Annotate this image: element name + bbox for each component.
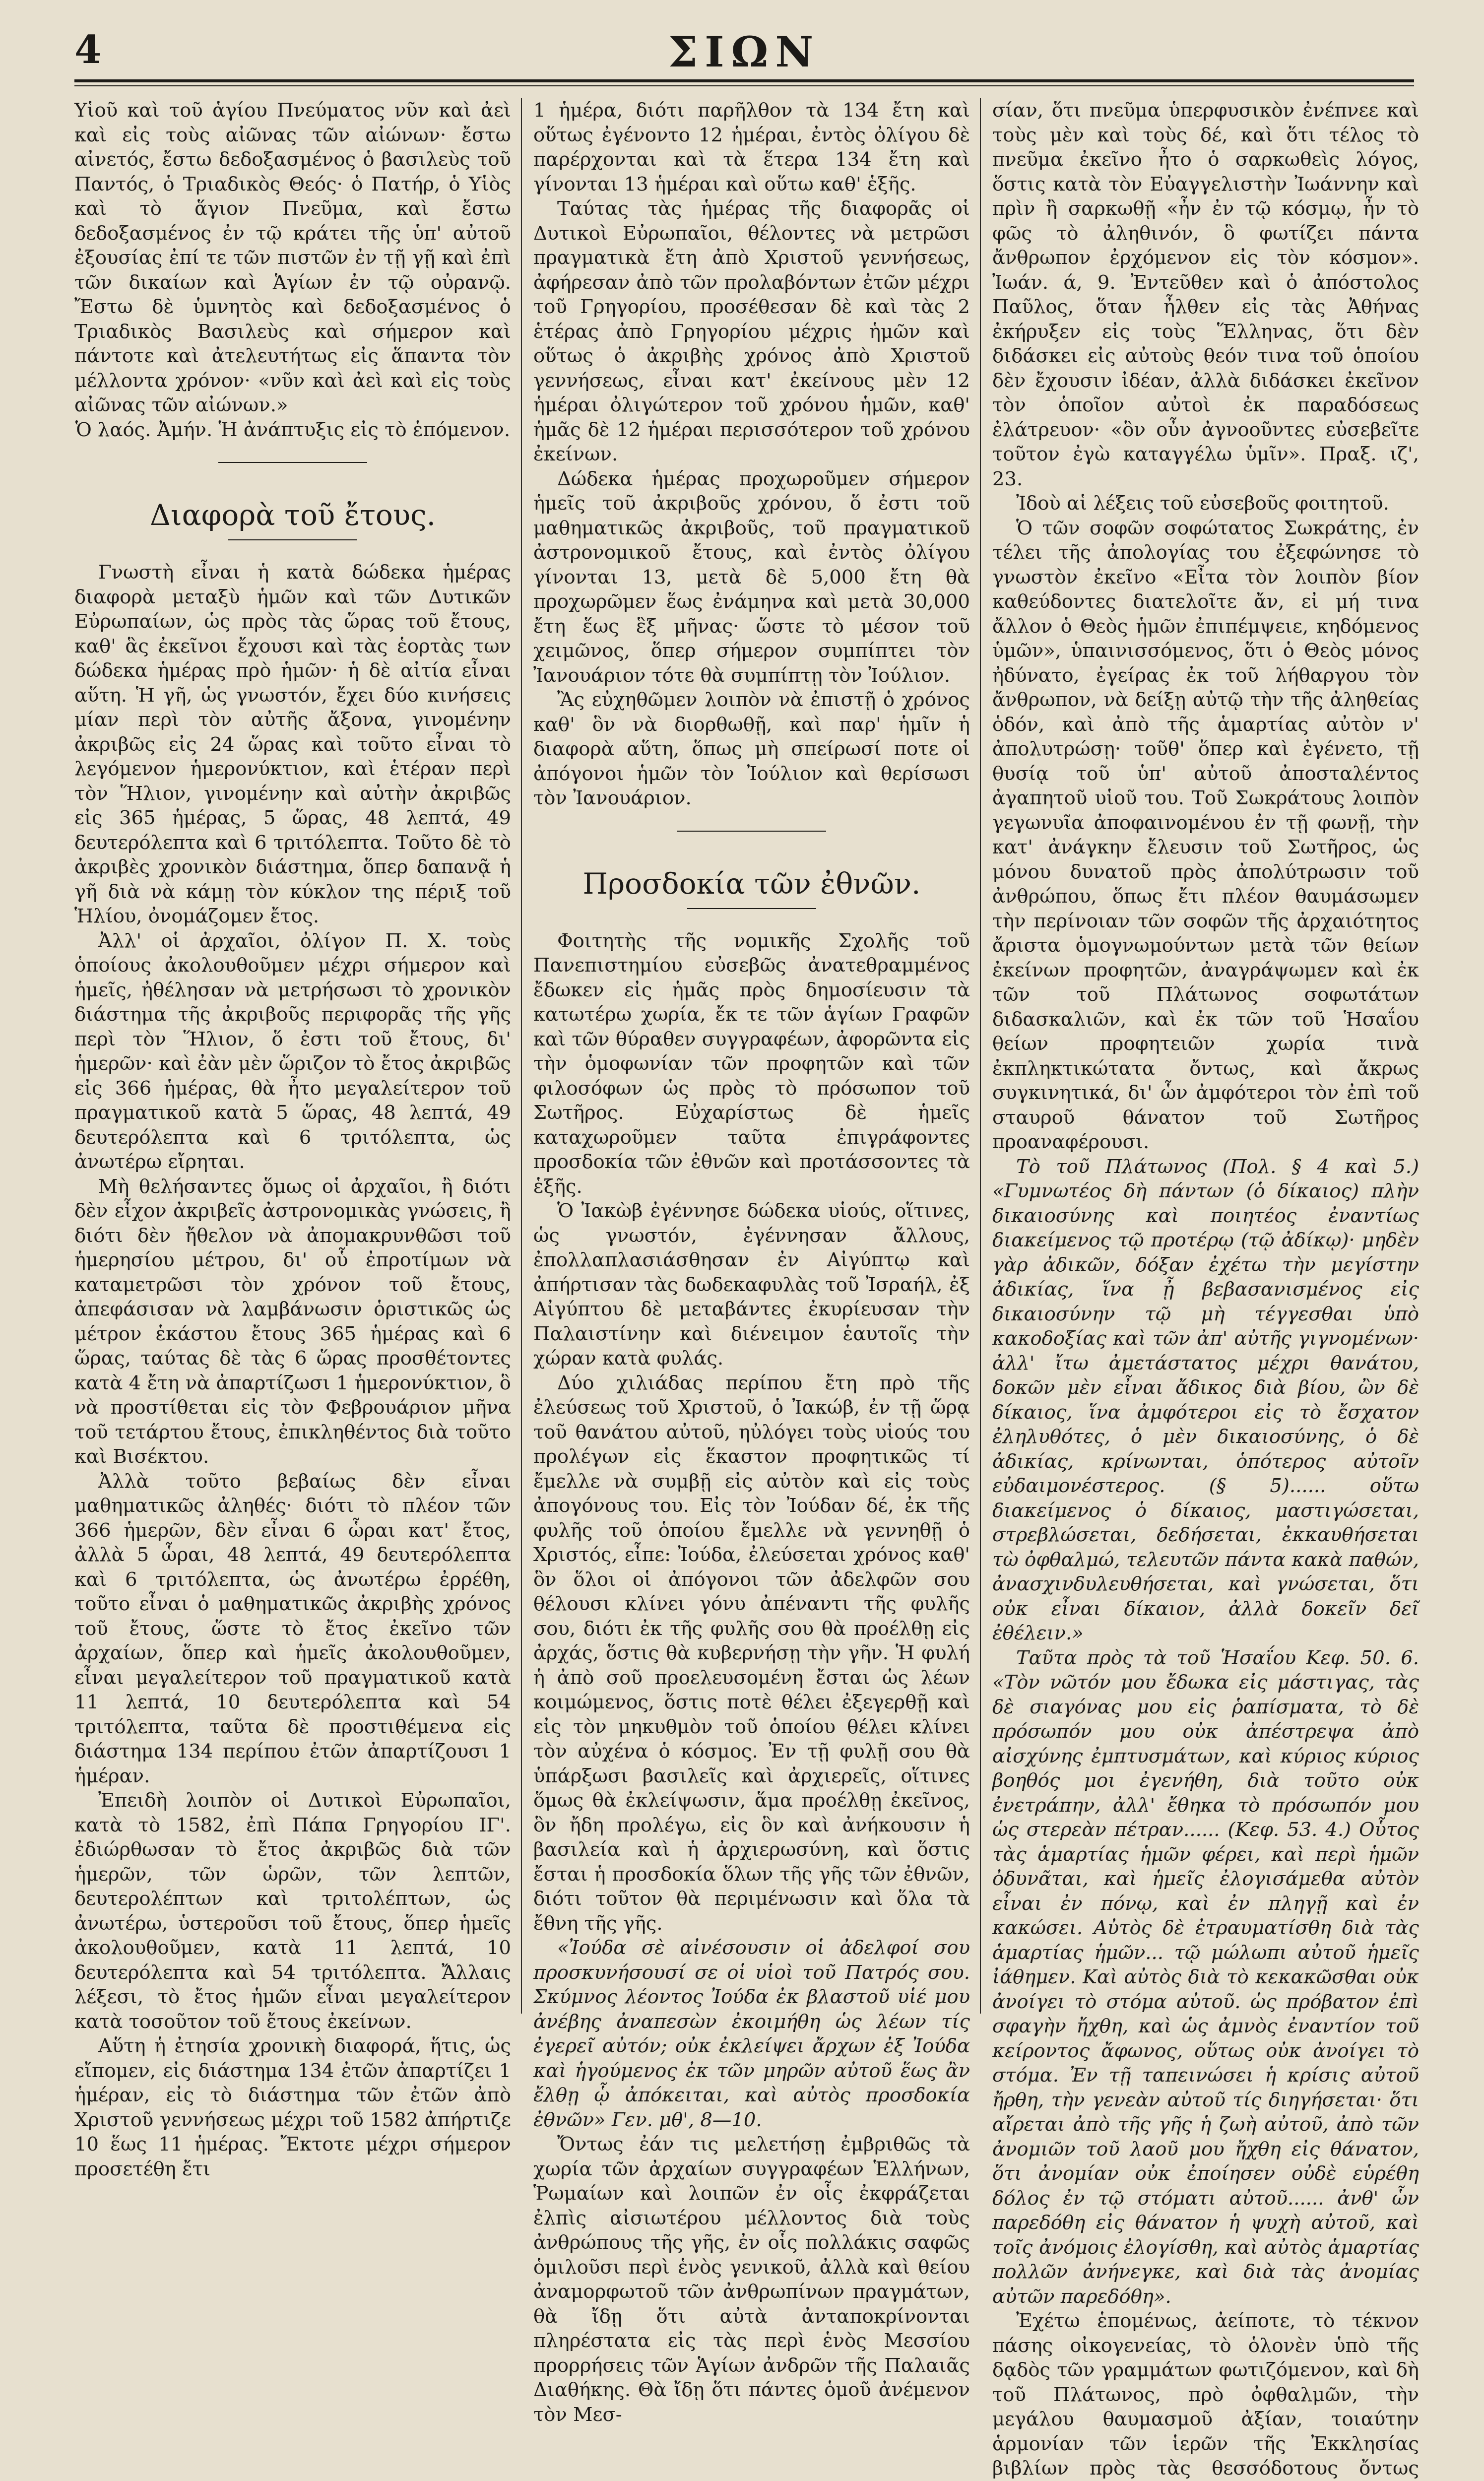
column-divider-1 <box>521 98 522 2014</box>
paragraph: Ἰδοὺ αἱ λέξεις τοῦ εὐσεβοῦς φοιτητοῦ. <box>1016 492 1389 515</box>
page-number: 4 <box>74 27 102 72</box>
column-3 <box>992 98 1419 2480</box>
article-title-year-difference: Διαφορὰ τοῦ ἔτους. <box>149 498 436 532</box>
quotation-isaiah: Ταῦτα πρὸς τὰ τοῦ Ἡσαΐου Κεφ. 50. 6. «Τὸν νῶτόν μου ἔδωκα εἰς μάστιγας, τὰς δὲ σιαγόνας μου εἰς ῥαπίσματα, τὸ δὲ πρόσωπόν μου οὐκ ἀπέστρεψα ἀπὸ αἰσχύνης ἐμπτυσμάτων, καὶ κύριος κύριος βοηθός μοι ἐγενήθη, διὰ τοῦτο οὐκ ἐνετράπην, ἀλλ' ἔθηκα τὸ πρόσωπόν μου ὡς στερεὰν πέτραν...... (Κεφ. 53. 4.) Οὗτος τὰς ἁμαρτίας ἡμῶν φέρει, καὶ περὶ ἡμῶν ὀδυνᾶται, καὶ ἡμεῖς ἐλογισάμεθα αὐτὸν εἶναι ἐν πόνῳ, καὶ ἐν πληγῇ καὶ ἐν κακώσει. Αὐτὸς δὲ ἐτραυματίσθη διὰ τὰς ἁμαρτίας ἡμῶν... τῷ μώλωπι αὐτοῦ ἡμεῖς ἰάθημεν. Καὶ αὐτὸς διὰ τὸ κεκακῶσθαι οὐκ ἀνοίγει τὸ στόμα αὐτοῦ. ὡς πρόβατον ἐπὶ σφαγὴν ἤχθη, καὶ ὡς ἀμνὸς ἐναντίον τοῦ κείροντος ἄφωνος, οὕτως οὐκ ἀνοίγει τὸ στόμα. Ἐν τῇ ταπεινώσει ἡ κρίσις αὐτοῦ ἤρθη, τὴν γενεὰν αὐτοῦ τίς διηγήσεται· ὅτι αἴρεται ἀπὸ τῆς γῆς ἡ ζωὴ αὐτοῦ, ἀπὸ τῶν ἀνομιῶν τοῦ λαοῦ μου ἤχθη εἰς θάνατον, ὅτι ἀνομίαν οὐκ ἐποίησεν οὐδὲ εὑρέθη δόλος ἐν τῷ στόματι αὐτοῦ...... ἀνθ' ὧν παρεδόθη εἰς θάνατον ἡ ψυχὴ αὐτοῦ, καὶ τοῖς ἀνόμοις ἐλογίσθη, καὶ αὐτὸς ἁμαρτίας πολλῶν ἀνήνεγκε, καὶ διὰ τὰς ἀνομίας αὐτῶν παρεδόθη». <box>992 1646 1419 2308</box>
paragraph: Ἀλλὰ τοῦτο βεβαίως δὲν εἶναι μαθηματικῶς ἀληθές· διότι τὸ πλέον τῶν 366 ἡμερῶν, δὲν εἶναι 6 ὧραι κατ' ἔτος, ἀλλὰ 5 ὧραι, 48 λεπτά, 49 δευτερόλεπτα καὶ 6 τριτόλεπτα, ὡς ἀνωτέρω ἐρρέθη, τοῦτο εἶναι ὁ μαθηματικῶς ἀκριβὴς χρόνος τοῦ ἔτους, ὥστε τὸ ἔτος ἐκεῖνο τῶν ἀρχαίων, ὅπερ καὶ ἡμεῖς ἀκολουθοῦμεν, εἶναι μεγαλείτερον τοῦ πραγματικοῦ κατὰ 11 λεπτά, 10 δευτερόλεπτα καὶ 54 τριτόλεπτα, ταῦτα δὲ προστιθέμενα εἰς διάστημα 134 περίπου ἐτῶν ἀπαρτίζουσι 1 ἡμέραν. <box>74 1470 511 1787</box>
header-rule-thick <box>74 79 1414 82</box>
paragraph: Ταύτας τὰς ἡμέρας τῆς διαφορᾶς οἱ Δυτικοὶ Εὐρωπαῖοι, θέλοντες νὰ μετρῶσι πραγματικὰ ἔτη ἀπὸ Χριστοῦ γεννήσεως, ἀφήρεσαν ἀπὸ τῶν προλαβόντων ἐτῶν μέχρι τοῦ Γρηγορίου, προσέθεσαν δὲ καὶ τὰς 2 ἑτέρας ἀπὸ Γρηγορίου μέχρις ἡμῶν καὶ οὕτως ὁ ἀκριβὴς χρόνος ἀπὸ Χριστοῦ γεννήσεως, εἶναι κατ' ἐκείνους μὲν 12 ἡμέραι ὀλιγώτερον τοῦ χρόνου ἡμῶν, καθ' ἡμᾶς δὲ 12 ἡμέραι περισσότερον τοῦ χρόνου ἐκείνων. <box>533 197 970 465</box>
article-separator <box>677 831 826 832</box>
paragraph-continued: Υἱοῦ καὶ τοῦ ἁγίου Πνεύματος νῦν καὶ ἀεὶ καὶ εἰς τοὺς αἰῶνας τῶν αἰώνων· ἔστω αἰνετός, ἔστω δεδοξασμένος ὁ βασιλεὺς τοῦ Παντός, ὁ Τριαδικὸς Θεός· ὁ Πατήρ, ὁ Υἱὸς καὶ τὸ ἅγιον Πνεῦμα, καὶ ἔστω δεδοξασμένος ἐν τῷ κράτει τῆς ὑπ' αὐτοῦ ἐξουσίας ἐπί τε τῶν πιστῶν ἐν τῇ γῇ καὶ ἐπὶ τῶν δικαίων καὶ Ἁγίων ἐν τῷ οὐρανῷ. Ἔστω δὲ ὑμνητὸς καὶ δεδοξασμένος ὁ Τριαδικὸς Βασιλεὺς καὶ σήμερον καὶ πάντοτε καὶ ἀτελευτήτως εἰς ἅπαντα τὸν μέλλοντα χρόνον· «νῦν καὶ ἀεὶ καὶ εἰς τοὺς αἰῶνας τῶν αἰώνων.» <box>74 99 511 416</box>
paragraph: Ἀλλ' οἱ ἀρχαῖοι, ὀλίγον Π. Χ. τοὺς ὁποίους ἀκολουθοῦμεν μέχρι σήμερον καὶ ἡμεῖς, ἠθέλησαν νὰ μετρήσωσι τὸ χρονικὸν διάστημα τῆς ἀκριβοῦς περιφορᾶς τῆς γῆς περὶ τὸν Ἥλιον, ὅ ἐστι τοῦ ἔτους, δι' ἡμερῶν· καὶ ἐὰν μὲν ὥριζον τὸ ἔτος ἀκριβῶς εἰς 366 ἡμέρας, θὰ ἦτο μεγαλείτερον τοῦ πραγματικοῦ κατὰ 5 ὥρας, 48 λεπτά, 49 δευτερόλεπτα καὶ 6 τριτόλεπτα, ὡς ἀνωτέρω εἴρηται. <box>74 929 511 1173</box>
paragraph-continued: 1 ἡμέρα, διότι παρῆλθον τὰ 134 ἔτη καὶ οὕτως ἐγένοντο 12 ἡμέραι, ἐντὸς ὀλίγου δὲ παρέρχονται καὶ τὰ ἕτερα 134 ἔτη καὶ γίνονται 13 ἡμέραι καὶ οὕτω καθ' ἑξῆς. <box>533 99 970 196</box>
column-divider-2 <box>980 98 981 2014</box>
header-rule-thin <box>74 85 1414 86</box>
paragraph: Μὴ θελήσαντες ὅμως οἱ ἀρχαῖοι, ἢ διότι δὲν εἶχον ἀκριβεῖς ἀστρονομικὰς γνώσεις, ἢ διότι δὲν ἤθελον νὰ ἀπομακρυνθῶσι τοῦ ἡμερησίου μέτρου, δι' οὗ ἐπροτίμων νὰ καταμετρῶσι τὸν χρόνον τοῦ ἔτους, ἀπεφάσισαν νὰ λαμβάνωσιν ὁριστικῶς ὡς μέτρον ἑκάστου ἔτους 365 ἡμέρας καὶ 6 ὥρας, ταύτας δὲ τὰς 6 ὥρας προσθέτοντες κατὰ 4 ἔτη νὰ ἀπαρτίζωσι 1 ἡμερονύκτιον, ὃ νὰ προστίθεται εἰς τὸν Φεβρουάριον μῆνα τοῦ τετάρτου ἔτους, ἐπικληθέντος διὰ τοῦτο καὶ Βισέκτου. <box>74 1175 511 1468</box>
paragraph: Αὕτη ἡ ἐτησία χρονικὴ διαφορά, ἥτις, ὡς εἴπομεν, εἰς διάστημα 134 ἐτῶν ἀπαρτίζει 1 ἡμέραν, εἰς τὸ διάστημα τῶν ἐτῶν ἀπὸ Χριστοῦ γεννήσεως μέχρι τοῦ 1582 ἀπήρτιζε 10 ἕως 11 ἡμέρας. Ἔκτοτε μέχρι σήμερον προσετέθη ἔτι <box>74 2035 511 2180</box>
article-separator <box>218 462 367 463</box>
paragraph: Δύο χιλιάδας περίπου ἔτη πρὸ τῆς ἐλεύσεως τοῦ Χριστοῦ, ὁ Ἰακώβ, ἐν τῇ ὥρᾳ τοῦ θανάτου αὐτοῦ, ηὐλόγει τοὺς υἱούς του προλέγων εἰς ἕκαστον προφητικῶς τί ἔμελλε νὰ συμβῇ εἰς αὐτὸν καὶ εἰς τοὺς ἀπογόνους του. Εἰς τὸν Ἰούδαν δέ, ἐκ τῆς φυλῆς τοῦ ὁποίου ἔμελλε νὰ γεννηθῇ ὁ Χριστός, εἶπε: Ἰούδα, ἐλεύσεται χρόνος καθ' ὃν ὅλοι οἱ ἀπόγονοι τῶν ἀδελφῶν σου θέλουσι κλίνει γόνυ ἀπέναντι τῆς φυλῆς σου, διότι ἐκ τῆς φυλῆς σου θὰ προέλθῃ εἰς ἀρχάς, ὅστις θὰ κυβερνήσῃ τὴν γῆν. Ἡ φυλή ἡ ἀπὸ σοῦ προελευσομένη ἔσται ὡς λέων κοιμώμενος, ὅστις ποτὲ θέλει ἐξεγερθῇ καὶ εἰς τὸν μηκυθμὸν τοῦ ὁποίου θέλει κλίνει τὸν αὐχένα ὁ κόσμος. Ἐν τῇ φυλῇ σου θὰ ὑπάρξωσι βασιλεῖς καὶ ἀρχιερεῖς, οἵτινες ὅμως θὰ ἐκλείψωσιν, ἅμα προέλθῃ ἐκεῖνος, ὃν ἤδη προλέγω, εἰς ὃν καὶ ἀνήκουσιν ἡ βασιλεία καὶ ἡ ἀρχιερωσύνη, καὶ ὅστις ἔσται ἡ προσδοκία ὅλων τῆς γῆς τῶν ἐθνῶν, διότι τοῦτον θὰ περιμένωσιν καὶ ὅλα τὰ ἔθνη τῆς γῆς. <box>533 1371 970 1935</box>
paragraph: Ὄντως ἐάν τις μελετήσῃ ἐμβριθῶς τὰ χωρία τῶν ἀρχαίων συγγραφέων Ἑλλήνων, Ῥωμαίων καὶ λοιπῶν ἐν οἷς ἐκφράζεται ἐλπὶς αἰσιωτέρου μέλλοντος διὰ τοὺς ἀνθρώπους τῆς γῆς, ἐν οἷς πολλάκις σαφῶς ὁμιλοῦσι περὶ ἑνὸς γενικοῦ, ἀλλὰ καὶ θείου ἀναμορφωτοῦ τῶν ἀνθρωπίνων πραγμάτων, θὰ ἴδῃ ὅτι αὐτὰ ἀνταποκρίνονται πληρέστατα εἰς τὰς περὶ ἑνὸς Μεσσίου προρρήσεις τῶν Ἁγίων ἀνδρῶν τῆς Παλαιᾶς Διαθήκης. Θὰ ἴδῃ ὅτι πάντες ὁμοῦ ἀνέμενον τὸν Μεσ- <box>533 2133 970 2426</box>
paragraph: Ὁ Ἰακὼβ ἐγέννησε δώδεκα υἱούς, οἵτινες, ὡς γνωστόν, ἐγέννησαν ἄλλους, ἐπολλαπλασιάσθησαν ἐν Αἰγύπτῳ καὶ ἀπήρτισαν τὰς δωδεκαφυλὰς τοῦ Ἰσραήλ, ἐξ Αἰγύπτου δὲ μεταβάντες ἐκυρίευσαν τὴν Παλαιστίνην καὶ διένειμον ἑαυτοῖς τὴν χώραν κατὰ φυλάς. <box>533 1200 970 1370</box>
paragraph: Ὁ τῶν σοφῶν σοφώτατος Σωκράτης, ἐν τέλει τῆς ἀπολογίας του ἐξεφώνησε τὸ γνωστὸν ἐκεῖνο «Εἶτα τὸν λοιπὸν βίον καθεύδοντες διατελοῖτε ἄν, εἰ μή τινα ἄλλον ὁ Θεὸς ἡμῶν ἐπιπέμψειε, κηδόμενος ὑμῶν», ὑπαινισσόμενος, ὅτι ὁ Θεὸς μόνος ἠδύνατο, ἐγείρας ἐκ τοῦ λήθαργου τὸν ἄνθρωπον, νὰ δείξῃ αὐτῷ τὴν τῆς ἀληθείας ὁδόν, καὶ ἀπὸ τῆς ἁμαρτίας αὐτὸν ν' ἀπολυτρώσῃ· τοῦθ' ὅπερ καὶ ἐγένετο, τῇ θυσίᾳ τοῦ ὑπ' αὐτοῦ ἀποσταλέντος ἀγαπητοῦ υἱοῦ του. Τοῦ Σωκράτους λοιπὸν γεγωνυῖα ἀποφαινομένου ἐν τῇ φωνῇ, τὴν κατ' ἀνάγκην ἔλευσιν τοῦ Σωτῆρος, ὡς μόνου δυνατοῦ πρὸς ἀπολύτρωσιν τοῦ ἀνθρώπου, ὅπως ἔτι πλέον θαυμάσωμεν τὴν περίνοιαν τῶν σοφῶν τῆς ἀρχαιότητος ἄριστα ὁμογνωμούντων μετὰ τῶν θείων ἐκείνων προφητῶν, ἀναγράψωμεν καὶ ἐκ τῶν τοῦ Πλάτωνος σοφωτάτων διδασκαλιῶν, καὶ ἐκ τῶν τοῦ Ἡσαΐου θείων προφητειῶν χωρία τινὰ ἐκπληκτικώτατα ὄντως, καὶ ἄκρως συγκινητικά, δι' ὧν ἀμφότεροι τὸν ἐπὶ τοῦ σταυροῦ θάνατον τοῦ Σωτῆρος προαναφέρουσι. <box>992 517 1419 1153</box>
page-header <box>74 27 1414 82</box>
paragraph-closing: Ὁ λαός. Ἀμήν. Ἡ ἀνάπτυξις εἰς τὸ ἑπόμενον. <box>75 418 511 441</box>
paragraph: Δώδεκα ἡμέρας προχωροῦμεν σήμερον ἡμεῖς τοῦ ἀκριβοῦς χρόνου, ὅ ἐστι τοῦ μαθηματικῶς ἀκριβοῦς, τοῦ πραγματικοῦ ἀστρονομικοῦ ἔτους, καὶ ἐντὸς ὀλίγου γίνονται 13, μετὰ δὲ 5,000 ἔτη θὰ προχωρῶμεν ἕως ἐνάμηνα καὶ μετὰ 30,000 ἔτη ἕως ἓξ μῆνας· ὥστε τὸ μέσον τοῦ χειμῶνος, ὅπερ σήμερον συμπίπτει τὸν Ἰανουάριον τότε θὰ συμπίπτῃ τὸν Ἰούλιον. <box>533 467 970 687</box>
paragraph: Φοιτητὴς τῆς νομικῆς Σχολῆς τοῦ Πανεπιστημίου εὐσεβῶς ἀνατεθραμμένος ἔδωκεν εἰς ἡμᾶς πρὸς δημοσίευσιν τὰ κατωτέρω χωρία, ἔκ τε τῶν ἁγίων Γραφῶν καὶ τῶν θύραθεν συγγραφέων, ἀφορῶντα εἰς τὴν ὁμοφωνίαν τῶν προφητῶν καὶ τῶν φιλοσόφων ὡς πρὸς τὸ πρόσωπον τοῦ Σωτῆρος. Εὐχαρίστως δὲ ἡμεῖς καταχωροῦμεν ταῦτα ἐπιγράφοντες προσδοκία τῶν ἐθνῶν καὶ προτάσσοντες τὰ ἑξῆς. <box>533 929 970 1198</box>
column-2 <box>533 98 970 2426</box>
title-rule <box>687 908 816 909</box>
title-rule <box>228 539 357 540</box>
paragraph: Ἐπειδὴ λοιπὸν οἱ Δυτικοὶ Εὐρωπαῖοι, κατὰ τὸ 1582, ἐπὶ Πάπα Γρηγορίου ΙΓ'. ἐδιώρθωσαν τὸ ἔτος ἀκριβῶς διὰ τῶν ἡμερῶν, τῶν ὡρῶν, τῶν λεπτῶν, δευτερολέπτων καὶ τριτολέπτων, ὡς ἀνωτέρω, ὑστεροῦσι τοῦ ἔτους, ὅπερ ἡμεῖς ἀκολουθοῦμεν, κατὰ 11 λεπτά, 10 δευτερόλεπτα καὶ 54 τριτόλεπτα. Ἄλλαις λέξεσι, τὸ ἔτος ἡμῶν εἶναι μεγαλείτερον κατὰ τοσοῦτον τοῦ ἔτους ἐκείνων. <box>74 1789 511 2033</box>
paragraph: Γνωστὴ εἶναι ἡ κατὰ δώδεκα ἡμέρας διαφορὰ μεταξὺ ἡμῶν καὶ τῶν Δυτικῶν Εὐρωπαίων, ὡς πρὸς τὰς ὥρας τοῦ ἔτους, καθ' ἃς ἐκεῖνοι ἔχουσι καὶ τὰς ἑορτὰς των δώδεκα ἡμέρας πρὸ ἡμῶν· ἡ δὲ αἰτία εἶναι αὕτη. Ἡ γῆ, ὡς γνωστόν, ἔχει δύο κινήσεις μίαν περὶ τὸν αὐτῆς ἄξονα, γινομένην ἀκριβῶς εἰς 24 ὥρας καὶ τοῦτο εἶναι τὸ λεγόμενον ἡμερονύκτιον, καὶ ἑτέραν περὶ τὸν Ἥλιον, γινομένην καὶ αὐτὴν ἀκριβῶς εἰς 365 ἡμέρας, 5 ὥρας, 48 λεπτά, 49 δευτερόλεπτα καὶ 6 τριτόλεπτα. Τοῦτο δὲ τὸ ἀκριβὲς χρονικὸν διάστημα, ὅπερ δαπανᾷ ἡ γῆ διὰ νὰ κάμῃ τὸν κύκλον της πέριξ τοῦ Ἡλίου, ὀνομάζομεν ἔτος. <box>74 561 511 927</box>
paragraph: Ἐχέτω ἑπομένως, ἀείποτε, τὸ τέκνον πάσης οἰκογενείας, τὸ ὁλονὲν ὑπὸ τῆς δᾳδὸς τῶν γραμμάτων φωτιζόμενον, καὶ δὴ τοῦ Πλάτωνος, πρὸ ὀφθαλμῶν, τὴν μεγάλου θαυμασμοῦ ἀξίαν, τοιαύτην ἁρμονίαν τῶν ἱερῶν τῆς Ἐκκλησίας βιβλίων πρὸς τὰς θεσσόδοτους ὄντως <box>992 2310 1419 2480</box>
newspaper-title: ΣΙΩΝ <box>668 27 821 76</box>
quotation-plato: Τὸ τοῦ Πλάτωνος (Πολ. § 4 καὶ 5.) «Γυμνωτέος δὴ πάντων (ὁ δίκαιος) πλὴν δικαιοσύνης καὶ ποιητέος ἐναντίως διακείμενος τῷ προτέρῳ (τῷ ἀδίκῳ)· μηδὲν γὰρ ἀδικῶν, δόξαν ἐχέτω τὴν μεγίστην ἀδικίας, ἵνα ᾖ βεβασανισμένος εἰς δικαιοσύνην τῷ μὴ τέγγεσθαι ὑπὸ κακοδοξίας καὶ τῶν ἀπ' αὐτῆς γιγνομένων· ἀλλ' ἴτω ἀμετάστατος μέχρι θανάτου, δοκῶν μὲν εἶναι ἄδικος διὰ βίου, ὢν δὲ δίκαιος, ἵνα ἀμφότεροι εἰς τὸ ἔσχατον ἐληλυθότες, ὁ μὲν δικαιοσύνης, ὁ δὲ ἀδικίας, κρίνωνται, ὁπότερος αὐτοῖν εὐδαιμονέστερος. (§ 5)...... οὕτω διακείμενος ὁ δίκαιος, μαστιγώσεται, στρεβλώσεται, δεδήσεται, ἐκκαυθήσεται τὼ ὀφθαλμώ, τελευτῶν πάντα κακὰ παθών, ἀνασχινδυλευθήσεται, καὶ γνώσεται, ὅτι οὐκ εἶναι δίκαιον, ἀλλὰ δοκεῖν δεῖ ἐθέλειν.» <box>992 1155 1419 1644</box>
quotation-genesis: «Ἰούδα σὲ αἰνέσουσιν οἱ ἀδελφοί σου προσκυνήσουσί σε οἱ υἱοὶ τοῦ Πατρός σου. Σκύμνος λέοντος Ἰούδα ἐκ βλαστοῦ υἱέ μου ἀνέβης ἀναπεσὼν ἐκοιμήθη ὡς λέων τίς ἐγερεῖ αὐτόν; οὐκ ἐκλείψει ἄρχων ἐξ Ἰούδα καὶ ἡγούμενος ἐκ τῶν μηρῶν αὐτοῦ ἕως ἂν ἔλθῃ ᾧ ἀπόκειται, καὶ αὐτὸς προσδοκία ἐθνῶν» Γεν. μθ', 8—10. <box>533 1937 970 2131</box>
paragraph-continued: σίαν, ὅτι πνεῦμα ὑπερφυσικὸν ἐνέπνεε καὶ τοὺς μὲν καὶ τοὺς δέ, καὶ ὅτι τέλος τὸ πνεῦμα ἐκεῖνο ἦτο ὁ σαρκωθεὶς λόγος, ὅστις κατὰ τὸν Εὐαγγελιστὴν Ἰωάννην καὶ πρὶν ἢ σαρκωθῇ «ἦν ἐν τῷ κόσμῳ, ἦν τὸ φῶς τὸ ἀληθινόν, ὃ φωτίζει πάντα ἄνθρωπον ἐρχόμενον εἰς τὸν κόσμον». Ἰωάν. ά, 9. Ἐντεῦθεν καὶ ὁ ἀπόστολος Παῦλος, ὅταν ἦλθεν εἰς τὰς Ἀθήνας ἐκήρυξεν εἰς τοὺς Ἕλληνας, ὅτι δὲν διδάσκει εἰς αὐτοὺς θεόν τινα τοῦ ὁποίου δὲν ἔχουσιν ἰδέαν, ἀλλὰ διδάσκει ἐκεῖνον τὸν ὁποῖον αὐτοὶ ἐκ παραδόσεως ἐλάτρευον· «ὃν οὖν ἀγνοοῦντες εὐσεβεῖτε τοῦτον ἐγὼ καταγγέλω ὑμῖν». Πραξ. ιζ', 23. <box>992 99 1419 490</box>
column-1 <box>74 98 511 2180</box>
article-title-expectation-of-nations: Προσδοκία τῶν ἐθνῶν. <box>582 866 921 901</box>
paragraph: Ἂς εὐχηθῶμεν λοιπὸν νὰ ἐπιστῇ ὁ χρόνος καθ' ὃν νὰ διορθωθῇ, καὶ παρ' ἡμῖν ἡ διαφορὰ αὕτη, ὅπως μὴ σπείρωσί ποτε οἱ ἀπόγονοι ἡμῶν τὸν Ἰούλιον καὶ θερίσωσι τὸν Ἰανουάριον. <box>533 689 970 809</box>
